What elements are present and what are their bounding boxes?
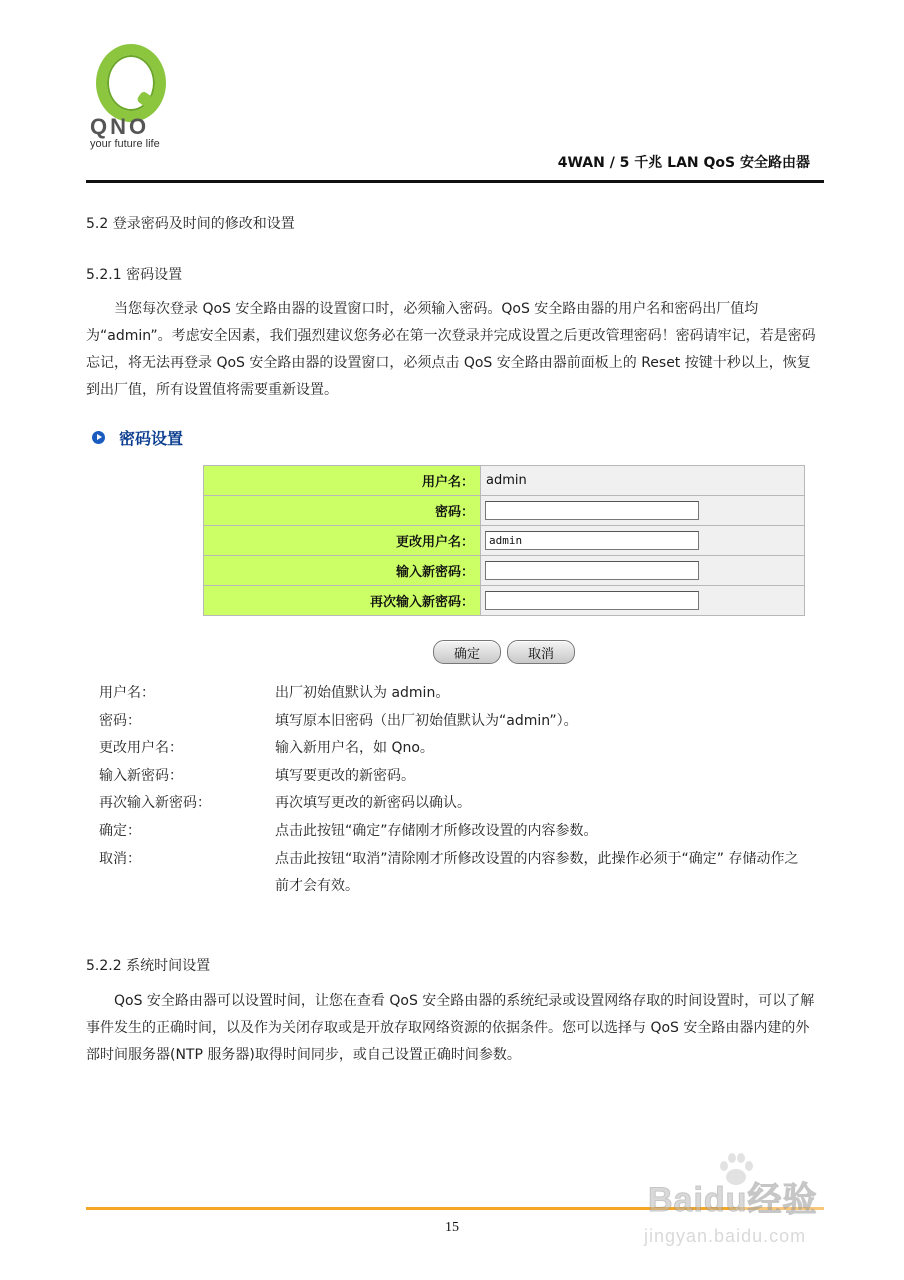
definition-desc: 出厂初始值默认为 admin。 [275, 685, 450, 701]
page-number: 15 [445, 1220, 459, 1235]
password-field[interactable] [485, 501, 699, 520]
subsection-heading-time: 5.2.2 系统时间设置 [86, 958, 211, 974]
figure-title [92, 426, 183, 449]
new-password-label: 输入新密码： [204, 556, 481, 586]
definition-row [99, 763, 819, 791]
circle-arrow-icon [92, 431, 105, 444]
definition-term: 确定： [99, 822, 141, 839]
logo-q-ring [96, 44, 166, 122]
form-row-password [204, 496, 805, 526]
definition-row [99, 735, 819, 763]
ok-button[interactable]: 确定 [433, 640, 501, 664]
username-value: admin [486, 473, 527, 488]
form-row-new-password [204, 556, 805, 586]
field-definitions [99, 680, 819, 901]
form-row-username [204, 466, 805, 496]
definition-row [99, 790, 819, 818]
watermark-brand: Baidu经验 [648, 1181, 818, 1219]
definition-desc: 点击此按钮“确定”存储刚才所修改设置的内容参数。 [275, 822, 598, 839]
definition-row [99, 846, 819, 901]
logo-slogan: your future life [90, 138, 160, 150]
definition-term: 取消： [99, 850, 141, 867]
form-buttons [433, 640, 575, 664]
definition-desc: 再次填写更改的新密码以确认。 [275, 795, 471, 812]
definition-desc: 输入新用户名，如 Qno。 [275, 740, 434, 757]
definition-term: 输入新密码： [99, 767, 183, 784]
definition-term: 用户名： [99, 685, 155, 701]
new-username-field[interactable] [485, 531, 699, 550]
subsection-heading-password: 5.2.1 密码设置 [86, 267, 183, 283]
definition-term: 密码： [99, 712, 141, 729]
logo-wordmark: QNO [90, 114, 150, 139]
definition-term: 再次输入新密码： [99, 795, 211, 812]
time-intro-paragraph: QoS 安全路由器可以设置时间，让您在查看 QoS 安全路由器的系统纪录或设置网络存取的时间设置时，可以了解事件发生的正确时间，以及作为关闭存取或是开放存取网络资源的依据条件。您可以选择与 QoS 安全路由器内建的外部时间服务器(NTP 服务器)取得时间同步，或自己设置正确时间参数。 [86, 993, 815, 1063]
new-username-label: 更改用户名： [204, 526, 481, 556]
password-label: 密码： [204, 496, 481, 526]
form-row-confirm-password [204, 586, 805, 616]
definition-row [99, 818, 819, 846]
definition-desc: 填写原本旧密码（出厂初始值默认为“admin”）。 [275, 712, 578, 729]
definition-desc: 填写要更改的新密码。 [275, 767, 415, 784]
definition-term: 更改用户名： [99, 740, 183, 757]
form-row-new-username [204, 526, 805, 556]
baidu-watermark [638, 1150, 858, 1270]
figure-title-text: 密码设置 [119, 429, 184, 448]
header-divider [86, 180, 824, 183]
confirm-password-label: 再次输入新密码： [204, 586, 481, 616]
definition-desc: 点击此按钮“取消”清除刚才所修改设置的内容参数，此操作必须于“确定” 存储动作之前才会有效。 [275, 850, 799, 895]
new-password-field[interactable] [485, 561, 699, 580]
definition-row [99, 680, 819, 708]
watermark-url: jingyan.baidu.com [644, 1226, 807, 1246]
username-label: 用户名： [204, 466, 481, 496]
cancel-button[interactable]: 取消 [507, 640, 575, 664]
confirm-password-field[interactable] [485, 591, 699, 610]
definition-row [99, 708, 819, 736]
section-heading: 5.2 登录密码及时间的修改和设置 [86, 216, 295, 232]
password-settings-form [203, 465, 805, 616]
qno-logo [88, 40, 198, 155]
password-intro-paragraph: 当您每次登录 QoS 安全路由器的设置窗口时，必须输入密码。QoS 安全路由器的用户名和密码出厂值均为“admin”。考虑安全因素，我们强烈建议您务必在第一次登录并完成设置之后更改管理密码！密码请牢记，若是密码忘记，将无法再登录 QoS 安全路由器的设置窗口，必须点击 QoS 安全路由器前面板上的 Reset 按键十秒以上，恢复到出厂值，所有设置值将需要重新设置。 [86, 301, 816, 398]
header-title: 4WAN / 5 千兆 LAN QoS 安全路由器 [557, 155, 810, 171]
